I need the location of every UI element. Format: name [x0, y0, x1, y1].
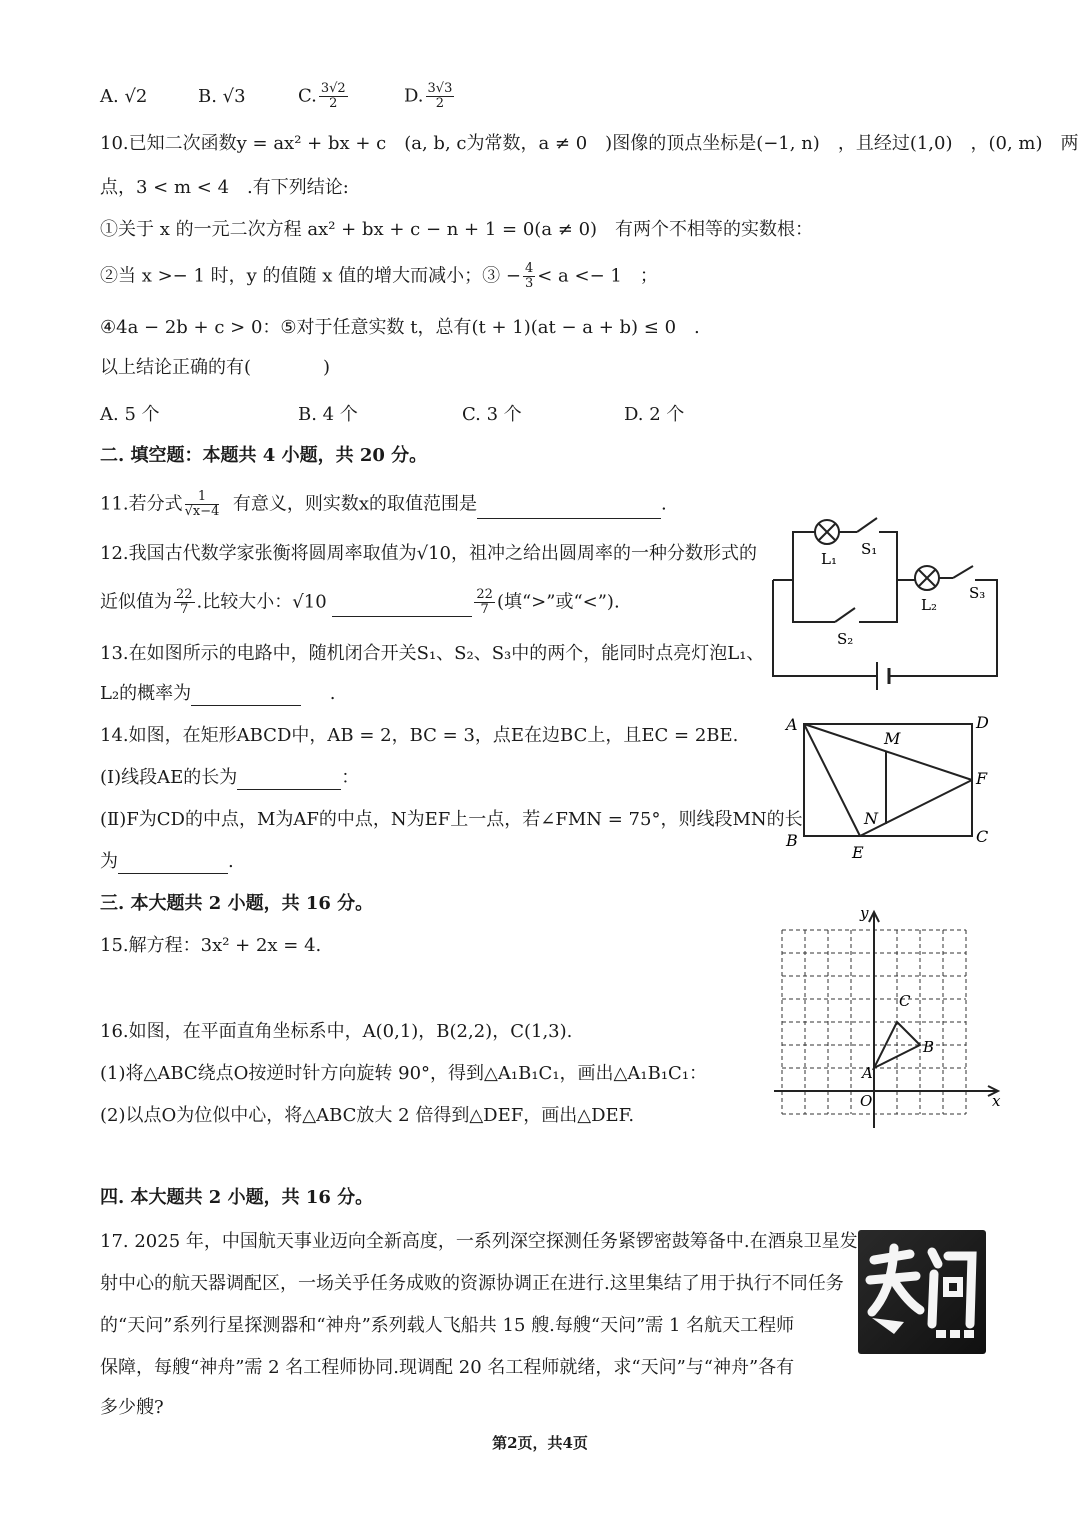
q17-line1: 17. 2025 年，中国航天事业迈向全新高度，一系列深空探测任务紧锣密鼓筹备中.在酒泉卫星发 — [100, 1231, 858, 1252]
axis-label-y: y — [860, 904, 869, 922]
q17-line3: 的“天问”系列行星探测器和“神舟”系列载人飞船共 15 艘.每艘“天问”需 1 名航天工程师 — [100, 1315, 795, 1336]
q10-line4: ②当 x >− 1 时，y 的值随 x 值的增大而减小；③ − $\frac{4}{3}$ < a <− 1 ； — [100, 261, 658, 291]
q10-option-a: A. 5 个 — [100, 404, 160, 425]
q12-line1: 12.我国古代数学家张衡将圆周率取值为√10，祖冲之给出圆周率的一种分数形式的 — [100, 543, 757, 564]
q11: 11.若分式 $\frac{1}{√x-4}$ 有意义，则实数x的取值范围是 . — [100, 489, 667, 519]
option-a: A. √2 — [100, 86, 148, 107]
point-a-label: A — [862, 1064, 873, 1082]
label-b: B — [786, 831, 798, 850]
q13-line2: L₂的概率为 . — [100, 683, 336, 704]
label-n: N — [864, 809, 878, 828]
label-l1: L₁ — [821, 550, 837, 568]
q10-option-b: B. 4 个 — [298, 404, 358, 425]
section-2-heading: 二. 填空题：本题共 4 小题，共 20 分。 — [100, 445, 428, 466]
label-c: C — [976, 827, 989, 846]
q10-line3: ①关于 x 的一元二次方程 ax² + bx + c − n + 1 = 0(a ≠ 0) 有两个不相等的实数根： — [100, 219, 814, 240]
q10-line2: 点，3 < m < 4 .有下列结论: — [100, 177, 349, 198]
section-4-heading: 四. 本大题共 2 小题，共 16 分。 — [100, 1187, 374, 1208]
q14-line2: (Ⅰ)线段AE的长为 ： — [100, 767, 360, 788]
circuit-diagram — [765, 510, 1005, 690]
q14-line1: 14.如图，在矩形ABCD中，AB = 2，BC = 3，点E在边BC上，且EC = 2BE. — [100, 725, 739, 746]
point-c-label: C — [899, 992, 911, 1010]
tianwen-logo-image — [858, 1230, 986, 1354]
q10-option-c: C. 3 个 — [462, 404, 522, 425]
label-f: F — [976, 769, 988, 788]
q15: 15.解方程：3x² + 2x = 4. — [100, 935, 322, 956]
q16-line2: (1)将△ABC绕点O按逆时针方向旋转 90°，得到△A₁B₁C₁，画出△A₁B₁C₁： — [100, 1063, 708, 1084]
label-s3: S₃ — [969, 584, 986, 602]
q17-line4: 保障，每艘“神舟”需 2 名工程师协同.现调配 20 名工程师就绪，求“天问”与“神舟”各有 — [100, 1357, 795, 1378]
label-m: M — [884, 729, 901, 748]
q10-line1: 10.已知二次函数y = ax² + bx + c (a, b, c为常数，a ≠ 0 )图像的顶点坐标是(−1, n) ，且经过(1,0) ，(0, m) 两 — [100, 133, 1079, 154]
q10-line5: ④4a − 2b + c > 0：⑤对于任意实数 t，总有(t + 1)(at − a + b) ≤ 0 . — [100, 317, 700, 338]
label-l2: L₂ — [921, 596, 937, 614]
q14-line3: (Ⅱ)F为CD的中点，M为AF的中点，N为EF上一点，若∠FMN = 75°，则线段MN的长 — [100, 809, 803, 830]
label-d: D — [976, 713, 989, 732]
label-e: E — [852, 843, 864, 862]
q14-line4: 为 . — [100, 851, 234, 872]
coordinate-grid — [770, 900, 1010, 1130]
section-3-heading: 三. 本大题共 2 小题，共 16 分。 — [100, 893, 374, 914]
option-b: B. √3 — [198, 86, 246, 107]
rectangle-diagram — [780, 710, 1000, 870]
q10-option-d: D. 2 个 — [624, 404, 685, 425]
q17-line5: 多少艘? — [100, 1397, 164, 1418]
option-d: D. $\frac{3√3}{2}$ — [404, 81, 453, 111]
origin-label: O — [860, 1092, 873, 1110]
q16-line1: 16.如图，在平面直角坐标系中，A(0,1)，B(2,2)，C(1,3). — [100, 1021, 573, 1042]
q12-line2: 近似值为 $\frac{22}{7}$ .比较大小：√10 $\frac{22}{7}$ (填“>”或“<”). — [100, 587, 620, 617]
page-footer: 第2页，共4页 — [492, 1434, 588, 1452]
label-s2: S₂ — [837, 630, 854, 648]
q13-line1: 13.在如图所示的电路中，随机闭合开关S₁、S₂、S₃中的两个，能同时点亮灯泡L₁、 — [100, 643, 765, 664]
point-b-label: B — [923, 1038, 935, 1056]
q16-line3: (2)以点O为位似中心，将△ABC放大 2 倍得到△DEF，画出△DEF. — [100, 1105, 635, 1126]
label-s1: S₁ — [861, 540, 878, 558]
axis-label-x: x — [992, 1092, 1001, 1110]
option-c: C. $\frac{3√2}{2}$ — [298, 81, 346, 111]
q17-line2: 射中心的航天器调配区，一场关乎任务成败的资源协调正在进行.这里集结了用于执行不同任务 — [100, 1273, 844, 1294]
q10-line6: 以上结论正确的有( ) — [100, 357, 331, 378]
tianwen-logo — [858, 1230, 986, 1354]
label-a: A — [786, 715, 798, 734]
